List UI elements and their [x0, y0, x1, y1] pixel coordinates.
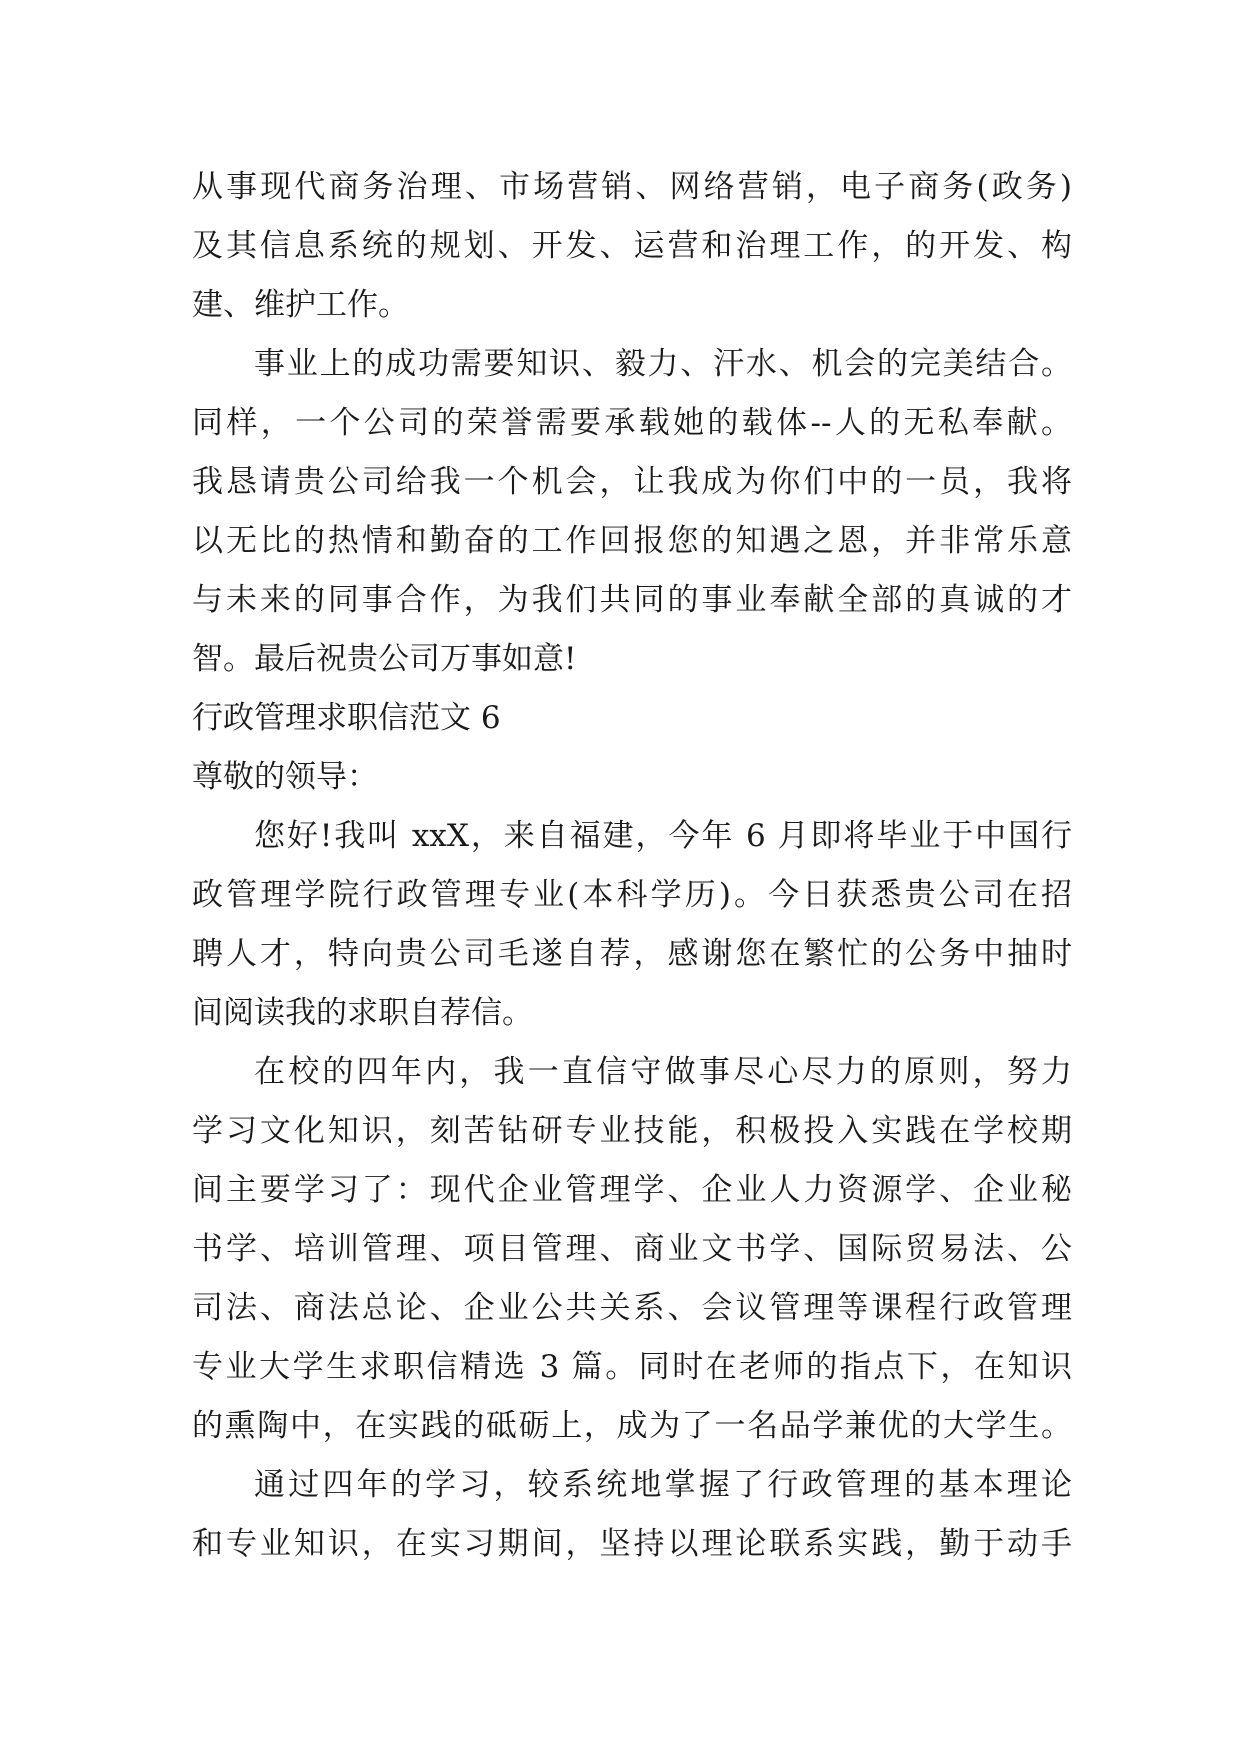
text-line: 政管理学院行政管理专业(本科学历)。今日获悉贵公司在招: [192, 877, 1072, 913]
text-line: 的熏陶中，在实践的砥砺上，成为了一名品学兼优的大学生。: [192, 1408, 1072, 1444]
text-line: 以无比的热情和勤奋的工作回报您的知遇之恩，并非常乐意: [192, 523, 1072, 559]
text-line: 行政管理求职信范文 6: [192, 700, 501, 736]
text-line: 间阅读我的求职自荐信。: [192, 995, 533, 1031]
text-line: 我恳请贵公司给我一个机会，让我成为你们中的一员，我将: [192, 464, 1072, 500]
text-line: 智。最后祝贵公司万事如意!: [192, 641, 577, 677]
text-line: 您好!我叫 xxX，来自福建，今年 6 月即将毕业于中国行: [254, 818, 1072, 854]
text-line: 同样，一个公司的荣誉需要承载她的载体--人的无私奉献。: [192, 405, 1072, 441]
text-line: 间主要学习了：现代企业管理学、企业人力资源学、企业秘: [192, 1172, 1072, 1208]
text-line: 通过四年的学习，较系统地掌握了行政管理的基本理论: [254, 1467, 1072, 1503]
text-line: 专业大学生求职信精选 3 篇。同时在老师的指点下，在知识: [192, 1349, 1072, 1385]
text-line: 书学、培训管理、项目管理、商业文书学、国际贸易法、公: [192, 1231, 1072, 1267]
text-line: 事业上的成功需要知识、毅力、汗水、机会的完美结合。: [254, 346, 1072, 382]
text-line: 在校的四年内，我一直信守做事尽心尽力的原则，努力: [254, 1054, 1072, 1090]
text-line: 和专业知识，在实习期间，坚持以理论联系实践，勤于动手: [192, 1526, 1072, 1562]
text-line: 司法、商法总论、企业公共关系、会议管理等课程行政管理: [192, 1290, 1072, 1326]
text-line: 及其信息系统的规划、开发、运营和治理工作，的开发、构: [192, 228, 1072, 264]
text-line: 尊敬的领导：: [192, 759, 378, 795]
document-body: [192, 158, 1072, 1574]
text-line: 聘人才，特向贵公司毛遂自荐，感谢您在繁忙的公务中抽时: [192, 936, 1072, 972]
text-line: 与未来的同事合作，为我们共同的事业奉献全部的真诚的才: [192, 582, 1072, 618]
text-line: 学习文化知识，刻苦钻研专业技能，积极投入实践在学校期: [192, 1113, 1072, 1149]
text-line: 从事现代商务治理、市场营销、网络营销，电子商务(政务): [192, 169, 1072, 205]
text-line: 建、维护工作。: [192, 287, 409, 323]
